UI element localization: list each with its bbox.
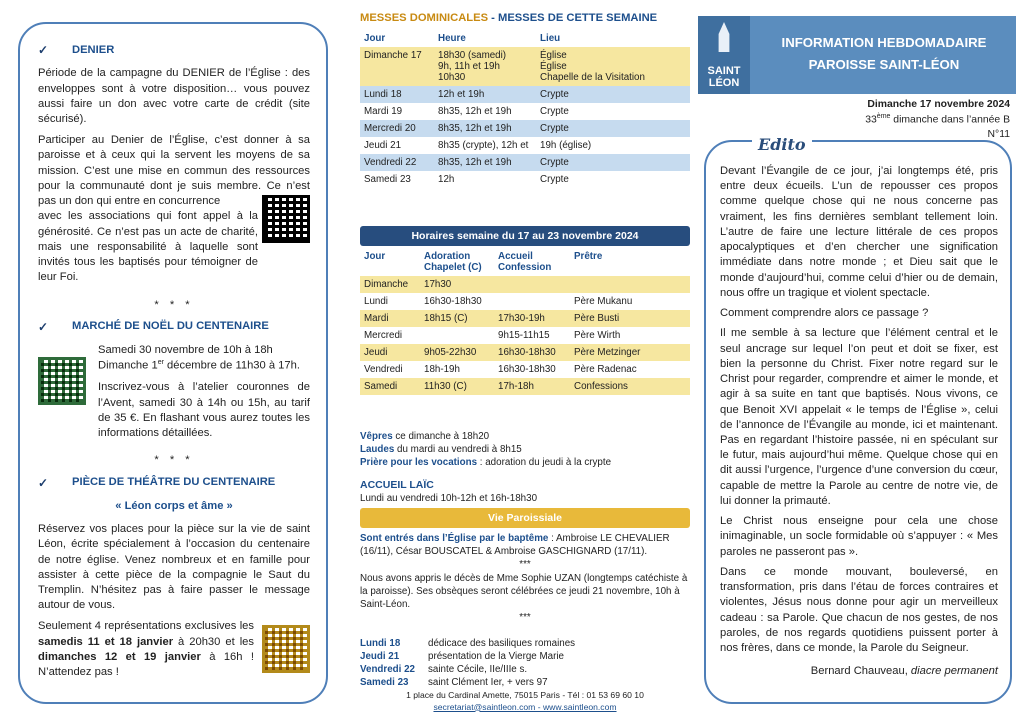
marche-date: Samedi 30 novembre de 10h à 18h xyxy=(98,344,273,357)
table-cell: Crypte xyxy=(540,157,569,168)
table-cell: Dimanche 17 xyxy=(364,50,422,61)
table-cell: Lundi xyxy=(364,296,388,307)
table-cell: Dimanche xyxy=(364,279,409,290)
check-icon: ✓ xyxy=(38,475,49,490)
table-cell: Lundi 18 xyxy=(364,89,402,100)
table-row xyxy=(360,378,690,395)
horaires-title: Horaires semaine du 17 au 23 novembre 2024 xyxy=(360,226,690,246)
table-cell: Père Busti xyxy=(574,313,620,324)
table-cell: 9h05-22h30 xyxy=(424,347,477,358)
table-row xyxy=(360,276,690,293)
messes-header: Heure xyxy=(438,33,466,44)
table-row xyxy=(360,310,690,327)
denier-paragraph: Période de la campagne du DENIER de l’Église : des enveloppes sont à votre disposition… vous pouvez aussi faire un don avec votre carte de crédit (site sécurisé). xyxy=(38,67,310,126)
edito-title: Edito xyxy=(752,135,812,154)
table-row xyxy=(360,154,690,171)
table-row xyxy=(360,327,690,344)
table-cell: 8h35 (crypte), 12h et xyxy=(438,140,529,151)
messes-title: MESSES DOMINICALES - MESSES DE CETTE SEMAINE xyxy=(360,12,658,24)
table-cell: 17h30-19h xyxy=(498,313,545,324)
denier-paragraph: avec les associations qui font appel à la générosité. Ce n’est pas un acte de charité, mais une responsabilité à laquelle sont invités tous les baptisés pour témoigner de leur Foi. xyxy=(38,210,258,284)
list-item: Lundi 18 dédicace des basiliques romaines xyxy=(360,637,576,649)
header-title: INFORMATION HEBDOMADAIRE PAROISSE SAINT-LÉON xyxy=(781,35,987,72)
table-cell: 18h30 (samedi) 9h, 11h et 19h 10h30 xyxy=(438,50,507,83)
edito-paragraph: Devant l’Évangile de ce jour, j’ai longtemps été, pris entre deux écueils. L’un de repousser ces propos comme quelque chose qui ne nous concerne pas vraiment, les fins dernières semblant tellement loin. L’autre de faire une lecture littérale de ces propos apocalyptiques et d’en chercher une signification immédiate dans notre monde ; et Dieu sait que le monde d’aujourd’hui, comme celui d’hier ou de demain, nous offre un tragique et violent spectacle. xyxy=(720,165,998,299)
table-cell: Père Mukanu xyxy=(574,296,633,307)
messes-header: Jour xyxy=(364,33,386,44)
table-cell: 12h xyxy=(438,174,455,185)
separator: * * * xyxy=(154,298,194,311)
edito-signature: Bernard Chauveau, diacre permanent xyxy=(810,665,998,678)
footer: 1 place du Cardinal Amette, 75015 Paris - Tél : 01 53 69 60 10 secretariat@saintleon.com - www.saintleon.com xyxy=(360,690,690,713)
table-cell: Samedi xyxy=(364,381,398,392)
table-cell: 9h15-11h15 xyxy=(498,330,550,341)
theatre-title: ✓ PIÈCE DE THÉÂTRE DU CENTENAIRE xyxy=(38,475,276,490)
table-cell: Vendredi xyxy=(364,364,403,375)
horaires-header: Prêtre xyxy=(574,251,603,262)
horaires-header: Accueil Confession xyxy=(498,251,552,273)
table-row xyxy=(360,344,690,361)
messes-header: Lieu xyxy=(540,33,561,44)
table-row xyxy=(360,86,690,103)
table-cell: Jeudi xyxy=(364,347,388,358)
messes-table xyxy=(360,30,690,188)
table-cell: Crypte xyxy=(540,123,569,134)
table-row xyxy=(360,47,690,86)
table-cell: Père Radenac xyxy=(574,364,637,375)
table-cell: 19h (église) xyxy=(540,140,592,151)
table-cell: 17h-18h xyxy=(498,381,534,392)
logo: SAINT LÉON xyxy=(698,16,750,94)
qr-code-icon[interactable] xyxy=(262,195,310,243)
list-item: Samedi 23 saint Clément Ier, + vers 97 xyxy=(360,677,548,689)
separator: * * * xyxy=(154,454,194,467)
edito-panel xyxy=(704,140,1012,704)
edito-paragraph: Le Christ nous enseigne pour cela une chose inimaginable, un socle formidable où s’appuyer : « Mes paroles ne passeront pas ». xyxy=(720,515,998,558)
qr-code-icon[interactable] xyxy=(262,625,310,673)
table-cell: Samedi 23 xyxy=(364,174,411,185)
marche-title: ✓ MARCHÉ DE NOËL DU CENTENAIRE xyxy=(38,319,269,334)
table-cell: 17h30 xyxy=(424,279,452,290)
theatre-subtitle: « Léon corps et âme » xyxy=(115,499,233,512)
list-item: Vendredi 22 sainte Cécile, IIe/IIIe s. xyxy=(360,663,528,675)
table-row xyxy=(360,137,690,154)
qr-code-icon[interactable] xyxy=(38,357,86,405)
table-cell: Jeudi 21 xyxy=(364,140,402,151)
table-row xyxy=(360,361,690,378)
table-cell: Confessions xyxy=(574,381,628,392)
table-cell: 18h-19h xyxy=(424,364,460,375)
table-cell: 8h35, 12h et 19h xyxy=(438,106,512,117)
footer-links[interactable]: secretariat@saintleon.com - www.saintleon.com xyxy=(433,701,617,712)
table-cell xyxy=(570,276,690,293)
table-cell: Crypte xyxy=(540,89,569,100)
table-cell: 8h35, 12h et 19h xyxy=(438,157,512,168)
table-row xyxy=(360,293,690,310)
table-cell: Mardi xyxy=(364,313,389,324)
table-cell xyxy=(494,276,570,293)
table-cell: Mercredi 20 xyxy=(364,123,416,134)
table-cell: 11h30 (C) xyxy=(424,381,467,392)
marche-paragraph: Inscrivez-vous à l’atelier couronnes de l’Avent, samedi 30 à 14h ou 15h, au tarif de 35 €. En flashant vous aurez toutes les informations détaillées. xyxy=(98,381,310,440)
list-item: Jeudi 21 présentation de la Vierge Marie xyxy=(360,650,564,662)
table-cell xyxy=(420,327,494,344)
edito-paragraph: Il me semble à sa lecture que l’élément central et le seul ancrage sur lequel l’on peut et doit se fixer, est bien la personne du Christ. Fixer notre regard sur le Christ pour regarder, comprendre et aimer le monde, et agir à sa suite en tant que baptisés. Nous vivons, ce que Benoit XVI appelait « le temps de l’Église », celui de l’annonce de l’Évangile au monde, ici et maintenant. Pas en regardant l’histoire passée, ni en spéculant sur le futur, mais aujourd’hui même. Quelque chose qui en dit aussi l’urgence, l’urgence d’une conversion du cœur, capable de mettre la Parole au centre de notre vie, de lui donner la primauté. xyxy=(720,327,998,507)
table-cell: Vendredi 22 xyxy=(364,157,417,168)
horaires-header: Jour xyxy=(364,251,386,262)
theatre-paragraph: Réservez vos places pour la pièce sur la vie de saint Léon, écrite spécialement à l’occasion du centenaire de notre église. Venez nombreux et en famille pour assister à cette pièce de la compagnie le Saut du Tremplin. N’hésitez pas à faire passer le message autour de vous. xyxy=(38,523,310,612)
table-cell xyxy=(494,293,570,310)
check-icon: ✓ xyxy=(38,319,49,334)
table-cell: Père Wirth xyxy=(574,330,621,341)
edito-paragraph: Dans ce monde mouvant, bouleversé, en transformation, pris dans l’étau de forces contraires et violentes, Jésus nous donne pour agir un merveilleux cadeau : sa Parole. Que chacun de nos gestes, de nos paroles, de nos regards quotidiens puissent porter à nos frères, dans ce monde, la Parole du Seigneur. xyxy=(720,565,998,655)
table-cell: 18h15 (C) xyxy=(424,313,468,324)
table-cell: 16h30-18h30 xyxy=(424,296,482,307)
table-cell: Père Metzinger xyxy=(574,347,641,358)
table-row xyxy=(360,171,690,188)
table-cell: Mercredi xyxy=(364,330,403,341)
table-cell: 16h30-18h30 xyxy=(498,347,556,358)
vie-paroissiale: Sont entrés dans l’Église par le baptême : Ambroise LE CHEVALIER (16/11), César BOUSCATEL & Ambroise GASCHIGNARD (17/11). *** Nous avons appris le décès de Mme Sophie UZAN (longtemps catéchiste à la paroisse). Ses obsèques seront célébrées ce jeudi 21 novembre, 10h à Saint-Léon. *** Lundi 18 dédicace des basiliques romaines Jeudi 21 présentation de la Vierge Marie Vendredi 22 sainte Cécile, IIe/IIIe s. Samedi 23 saint Clément Ier, + vers 97 xyxy=(360,532,690,689)
table-cell: 12h et 19h xyxy=(438,89,485,100)
table-cell: 16h30-18h30 xyxy=(498,364,556,375)
issue-date: Dimanche 17 novembre 2024 33ème dimanche dans l’année B N°11 xyxy=(865,99,1010,140)
denier-paragraph: Participer au Denier de l’Église, c’est donner à sa paroisse et à ceux qui la servent les moyens de sa mission. C’est une mise en commun des ressources pour la communauté dont je suis membre. Ce n’est pas un don qui entre en concurrence xyxy=(38,134,310,208)
horaires-header: Adoration Chapelet (C) xyxy=(424,251,482,273)
marche-date: Dimanche 1er décembre de 11h30 à 17h. xyxy=(98,359,300,373)
table-cell: 8h35, 12h et 19h xyxy=(438,123,512,134)
table-cell: Crypte xyxy=(540,174,569,185)
horaires-table xyxy=(360,248,690,395)
left-panel xyxy=(18,22,328,704)
edito-paragraph: Comment comprendre alors ce passage ? xyxy=(720,307,929,320)
offices-info: Vêpres ce dimanche à 18h20 Laudes du mardi au vendredi à 8h15 Prière pour les vocations : adoration du jeudi à la crypte ACCUEIL LAÏC Lundi au vendredi 10h-12h et 16h-18h30 xyxy=(360,431,612,504)
vie-title: Vie Paroissiale xyxy=(360,508,690,528)
check-icon: ✓ xyxy=(38,43,49,57)
table-cell: Crypte xyxy=(540,106,569,117)
theatre-paragraph: Seulement 4 représentations exclusives les samedis 11 et 18 janvier à 20h30 et les dimanches 12 et 19 janvier à 16h ! N’attendez pas ! xyxy=(38,620,254,679)
table-row xyxy=(360,120,690,137)
table-row xyxy=(360,103,690,120)
table-cell: Église Église Chapelle de la Visitation xyxy=(540,50,645,83)
table-cell: Mardi 19 xyxy=(364,106,403,117)
denier-title: ✓ DENIER xyxy=(38,43,115,57)
